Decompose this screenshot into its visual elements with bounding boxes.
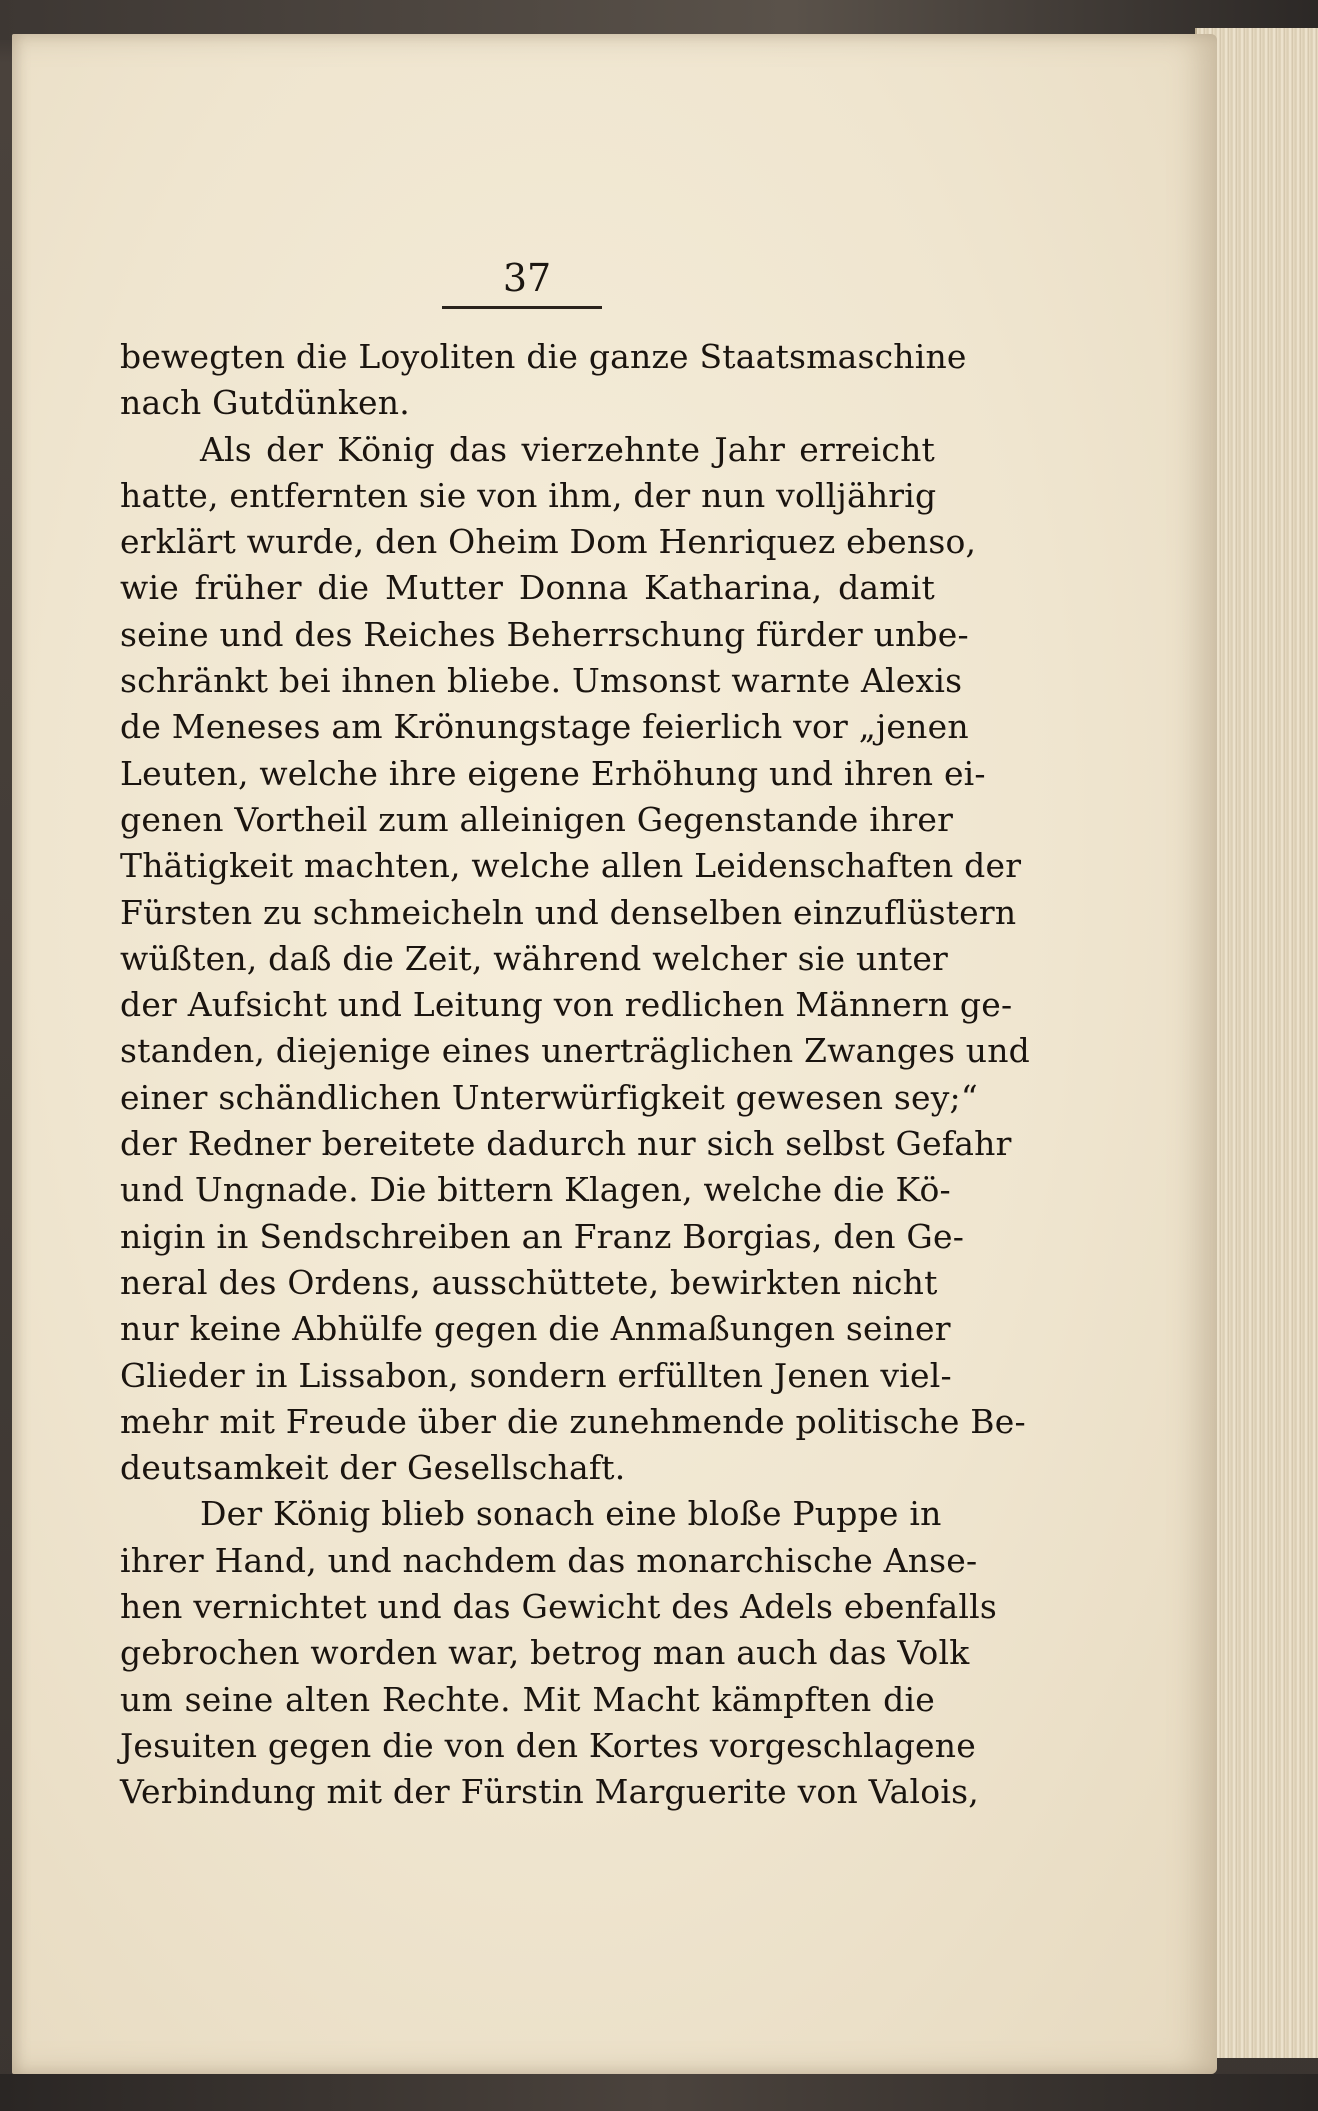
text-line: genen Vortheil zum alleinigen Gegenstande ihrer — [120, 799, 954, 839]
text-line: Der König blieb sonach eine bloße Puppe in — [200, 1494, 942, 1534]
text-line: hen vernichtet und das Gewicht des Adels ebenfalls — [120, 1587, 997, 1627]
book-page — [12, 34, 1217, 2074]
text-line: neral des Ordens, ausschüttete, bewirkten nicht — [120, 1262, 938, 1302]
text-line: standen, diejenige eines unerträglichen Zwanges und — [120, 1031, 1030, 1071]
text-line: nigin in Sendschreiben an Franz Borgias, den Ge- — [120, 1216, 965, 1256]
page-number: 37 — [502, 256, 552, 300]
text-line: ihrer Hand, und nachdem das monarchische Anse- — [120, 1540, 978, 1580]
text-line: Leuten, welche ihre eigene Erhöhung und ihren ei- — [120, 753, 986, 793]
text-line: bewegten die Loyoliten die ganze Staatsmaschine — [120, 337, 967, 376]
text-line: nur keine Abhülfe gegen die Anmaßungen seiner — [120, 1309, 951, 1349]
text-line: wie früher die Mutter Donna Katharina, damit — [120, 568, 935, 608]
text-line: um seine alten Rechte. Mit Macht kämpften die — [120, 1679, 935, 1719]
text-line: hatte, entfernten sie von ihm, der nun volljährig — [120, 475, 937, 515]
text-line: einer schändlichen Unterwürfigkeit gewesen sey;“ — [120, 1077, 978, 1117]
text-line: gebrochen worden war, betrog man auch das Volk — [120, 1633, 970, 1673]
text-line: und Ungnade. Die bittern Klagen, welche die Kö- — [120, 1170, 951, 1210]
text-line: schränkt bei ihnen bliebe. Umsonst warnte Alexis — [120, 661, 963, 701]
text-line: de Meneses am Krönungstage feierlich vor „jenen — [120, 707, 969, 747]
text-line: der Redner bereitete dadurch nur sich selbst Gefahr — [120, 1124, 1012, 1164]
text-line: nach Gutdünken. — [120, 383, 410, 423]
text-line: erklärt wurde, den Oheim Dom Henriquez ebenso, — [120, 522, 977, 562]
text-line: wüßten, daß die Zeit, während welcher sie unter — [120, 938, 949, 978]
text-line: Thätigkeit machten, welche allen Leidenschaften der — [120, 846, 1022, 886]
scan-background-bottom — [0, 2074, 1318, 2111]
text-line: Als der König das vierzehnte Jahr erreicht — [200, 429, 935, 469]
text-line: der Aufsicht und Leitung von redlichen Männern ge- — [120, 985, 1013, 1025]
text-line: Verbindung mit der Fürstin Marguerite von Valois, — [120, 1772, 979, 1812]
text-line: seine und des Reiches Beherrschung fürder unbe- — [120, 614, 969, 654]
text-line: Fürsten zu schmeicheln und denselben einzuflüstern — [120, 892, 1017, 932]
body-text — [120, 334, 1030, 1816]
text-line: mehr mit Freude über die zunehmende politische Be- — [120, 1401, 1026, 1441]
text-line: Glieder in Lissabon, sondern erfüllten Jenen viel- — [120, 1355, 952, 1395]
text-line: deutsamkeit der Gesellschaft. — [120, 1448, 626, 1488]
header-rule — [442, 306, 602, 309]
text-line: Jesuiten gegen die von den Kortes vorgeschlagene — [120, 1725, 976, 1765]
